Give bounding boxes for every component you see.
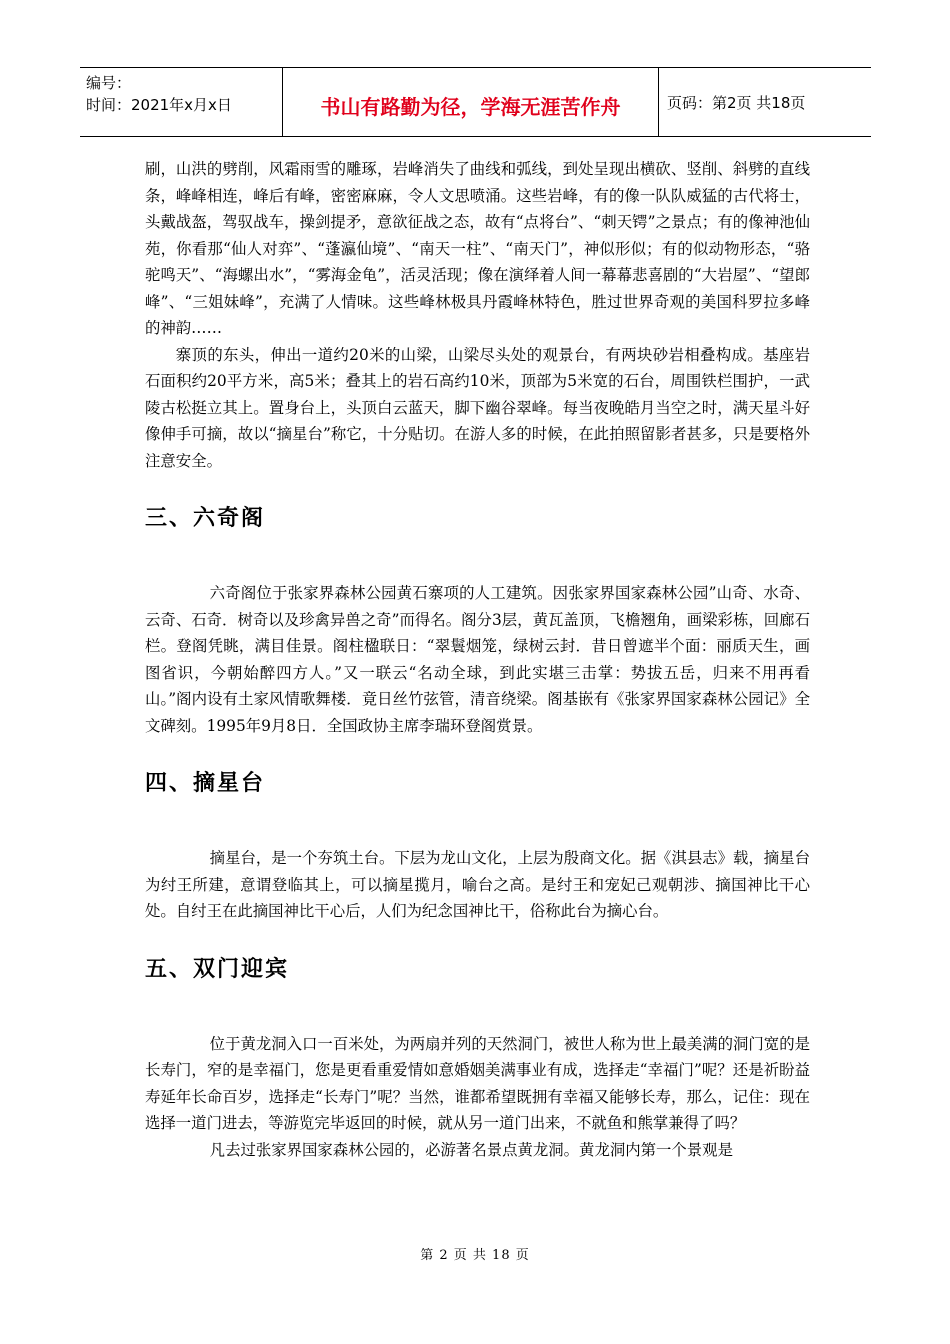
document-body xyxy=(145,156,810,1163)
page-footer: 第 2 页 共 18 页 xyxy=(420,1248,530,1263)
paragraph: 刷，山洪的劈削，风霜雨雪的雕琢，岩峰消失了曲线和弧线，到处呈现出横砍、竖削、斜劈的直线条，峰峰相连，峰后有峰，密密麻麻，令人文思喷涌。这些岩峰，有的像一队队威猛的古代将士，头戴战盔，驾驭战车，操剑提矛，意欲征战之态，故有“点将台”、“刺天锷”之景点；有的像神池仙苑，你看那“仙人对弈”、“蓬瀛仙境”、“南天一柱”、“南天门”，神似形似；有的似动物形态，“骆驼鸣天”、“海螺出水”，“雾海金龟”，活灵活现；像在演绎着人间一幕幕悲喜剧的“大岩屋”、“望郎峰”、“三姐妹峰”，充满了人情味。这些峰林极具丹霞峰林特色，胜过世界奇观的美国科罗拉多峰的神韵…… xyxy=(145,160,810,337)
header-page-info: 页码：第2页 共18页 xyxy=(667,93,806,112)
paragraph: 寨顶的东头，伸出一道约20米的山梁，山梁尽头处的观景台，有两块砂岩相叠构成。基座岩石面积约20平方米，高5米；叠其上的岩石高约10米，顶部为5米宽的石台，周围铁栏围护，一武陵古松挺立其上。置身台上，头顶白云蓝天，脚下幽谷翠峰。每当夜晚皓月当空之时，满天星斗好像伸手可摘，故以“摘星台”称它，十分贴切。在游人多的时候，在此拍照留影者甚多，只是要格外注意安全。 xyxy=(145,345,810,470)
paragraph: 六奇阁位于张家界森林公园黄石寨项的人工建筑。因张家界国家森林公园”山奇、水奇、云奇、石奇．树奇以及珍禽异兽之奇”而得名。阁分3层，黄瓦盖顶，飞檐翘角，画梁彩栋，回廊石栏。登阁凭眺，满目佳景。阁柱楹联日：“翠鬟烟笼，绿树云封．昔日曾遮半个面：丽质天生，画图省识，今朝始醉四方人。”又一联云“名动全球，到此实堪三击掌：势拔五岳，归来不用再看山。”阁内设有土家风情歌舞楼．竟日丝竹弦管，清音绕梁。阁基嵌有《张家界国家森林公园记》全文碑刻。1995年9月8日．全国政协主席李瑞环登阁赏景。 xyxy=(145,584,810,735)
header-meta xyxy=(80,68,283,136)
header-motto: 书山有路勤为径，学海无涯苦作舟 xyxy=(283,68,659,136)
paragraph: 摘星台，是一个夯筑土台。下层为龙山文化，上层为殷商文化。据《淇县志》载，摘星台为纣王所建，意谓登临其上，可以摘星揽月，喻台之高。是纣王和宠妃己观朝涉、摘国神比干心处。自纣王在此摘国神比干心后，人们为纪念国神比干，俗称此台为摘心台。 xyxy=(145,849,810,920)
time-label: 时间：2021年x月x日 xyxy=(86,96,232,114)
number-label: 编号： xyxy=(86,74,132,92)
section-heading: 三、六奇阁 xyxy=(145,506,266,531)
section-heading: 五、双门迎宾 xyxy=(145,956,290,982)
page-header xyxy=(80,67,871,137)
paragraph: 凡去过张家界国家森林公园的，必游著名景点黄龙洞。黄龙洞内第一个景观是 xyxy=(209,1140,733,1159)
paragraph: 位于黄龙洞入口一百米处，为两扇并列的天然洞门，被世人称为世上最美满的洞门宽的是长寿门，窄的是幸福门，您是更看重爱情如意婚姻美满事业有成，选择走“幸福门”呢？还是祈盼益寿延年长命百岁，选择走“长寿门”呢？当然，谁都希望既拥有幸福又能够长寿，那么，记住：现在选择一道门进去，等游览完毕返回的时候，就从另一道门出来，不就鱼和熊掌兼得了吗？ xyxy=(145,1034,810,1132)
section-heading: 四、摘星台 xyxy=(145,771,266,796)
